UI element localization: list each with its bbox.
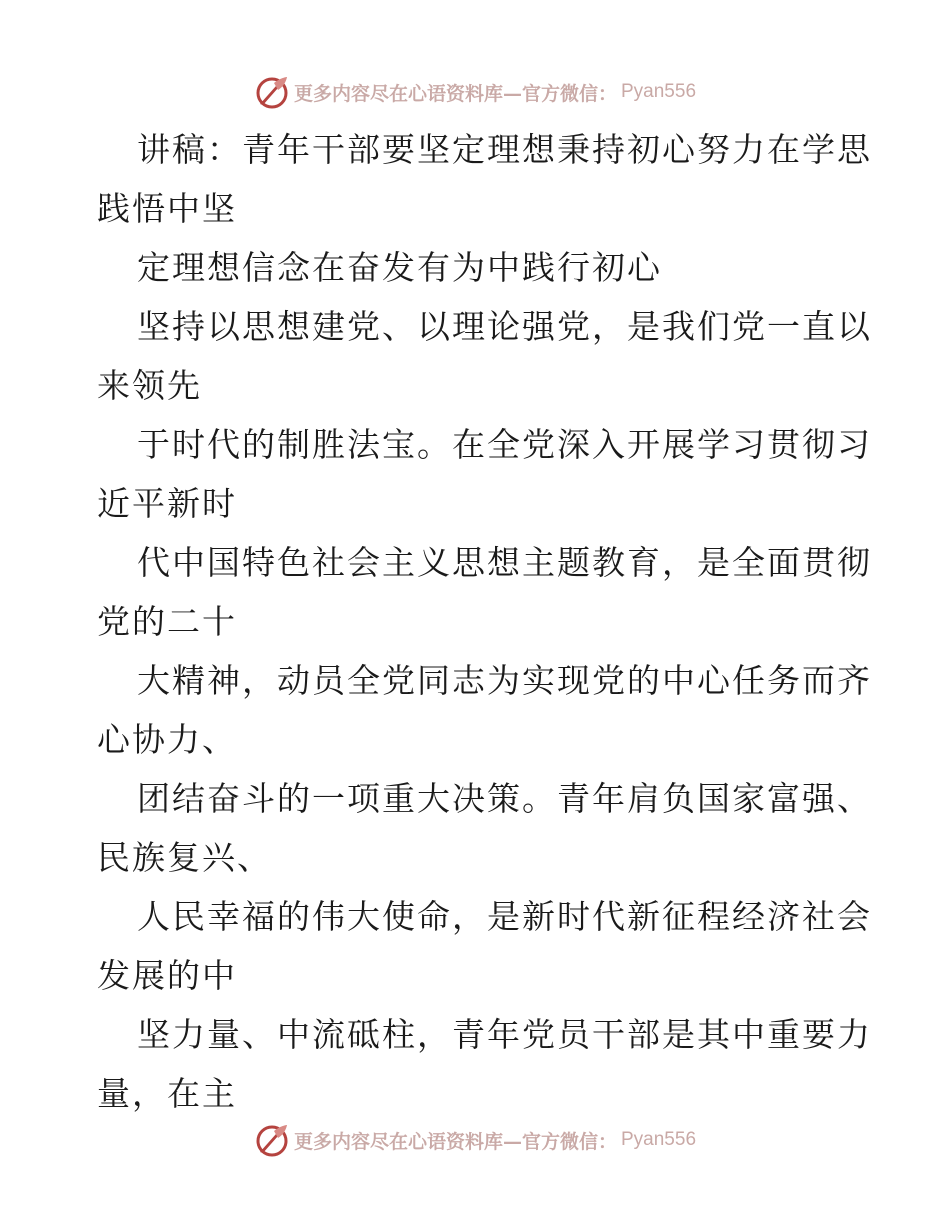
watermark-wechat-id: Pyan556: [621, 81, 697, 102]
text-line: 民族复兴、: [97, 838, 272, 877]
text-line: 党的二十: [97, 602, 237, 641]
text-line: 大精神，动员全党同志为实现党的中心任务而齐: [137, 661, 872, 700]
text-line: 人民幸福的伟大使命，是新时代新征程经济社会: [137, 897, 872, 936]
text-line: 来领先: [97, 366, 202, 405]
watermark-brand: [254, 74, 696, 110]
text-line: 心协力、: [97, 720, 237, 759]
text-line: 于时代的制胜法宝。在全党深入开展学习贯彻习: [137, 425, 872, 464]
text-line: 发展的中: [97, 956, 237, 995]
watermark-footer: [0, 1120, 950, 1160]
quill-logo-icon: [254, 74, 290, 110]
quill-logo-icon: [254, 1122, 290, 1158]
text-line: 近平新时: [97, 484, 237, 523]
text-line: 定理想信念在奋发有为中践行初心: [137, 248, 662, 287]
text-line: 讲稿：青年干部要坚定理想秉持初心努力在学思: [137, 130, 872, 169]
text-line: 代中国特色社会主义思想主题教育，是全面贯彻: [137, 543, 872, 582]
text-line: 坚力量、中流砥柱，青年党员干部是其中重要力: [137, 1015, 872, 1054]
text-line: 团结奋斗的一项重大决策。青年肩负国家富强、: [137, 779, 872, 818]
watermark-brand-text: 更多内容尽在心语资料库—官方微信：: [293, 82, 617, 105]
text-line: 践悟中坚: [97, 189, 237, 228]
watermark-header: [0, 72, 950, 112]
watermark-wechat-id: Pyan556: [621, 1129, 697, 1150]
document-body: [97, 120, 872, 1123]
watermark-brand: [254, 1122, 696, 1158]
text-line: 坚持以思想建党、以理论强党，是我们党一直以: [137, 307, 872, 346]
text-line: 量，在主: [97, 1074, 237, 1113]
watermark-brand-text: 更多内容尽在心语资料库—官方微信：: [293, 1130, 617, 1153]
